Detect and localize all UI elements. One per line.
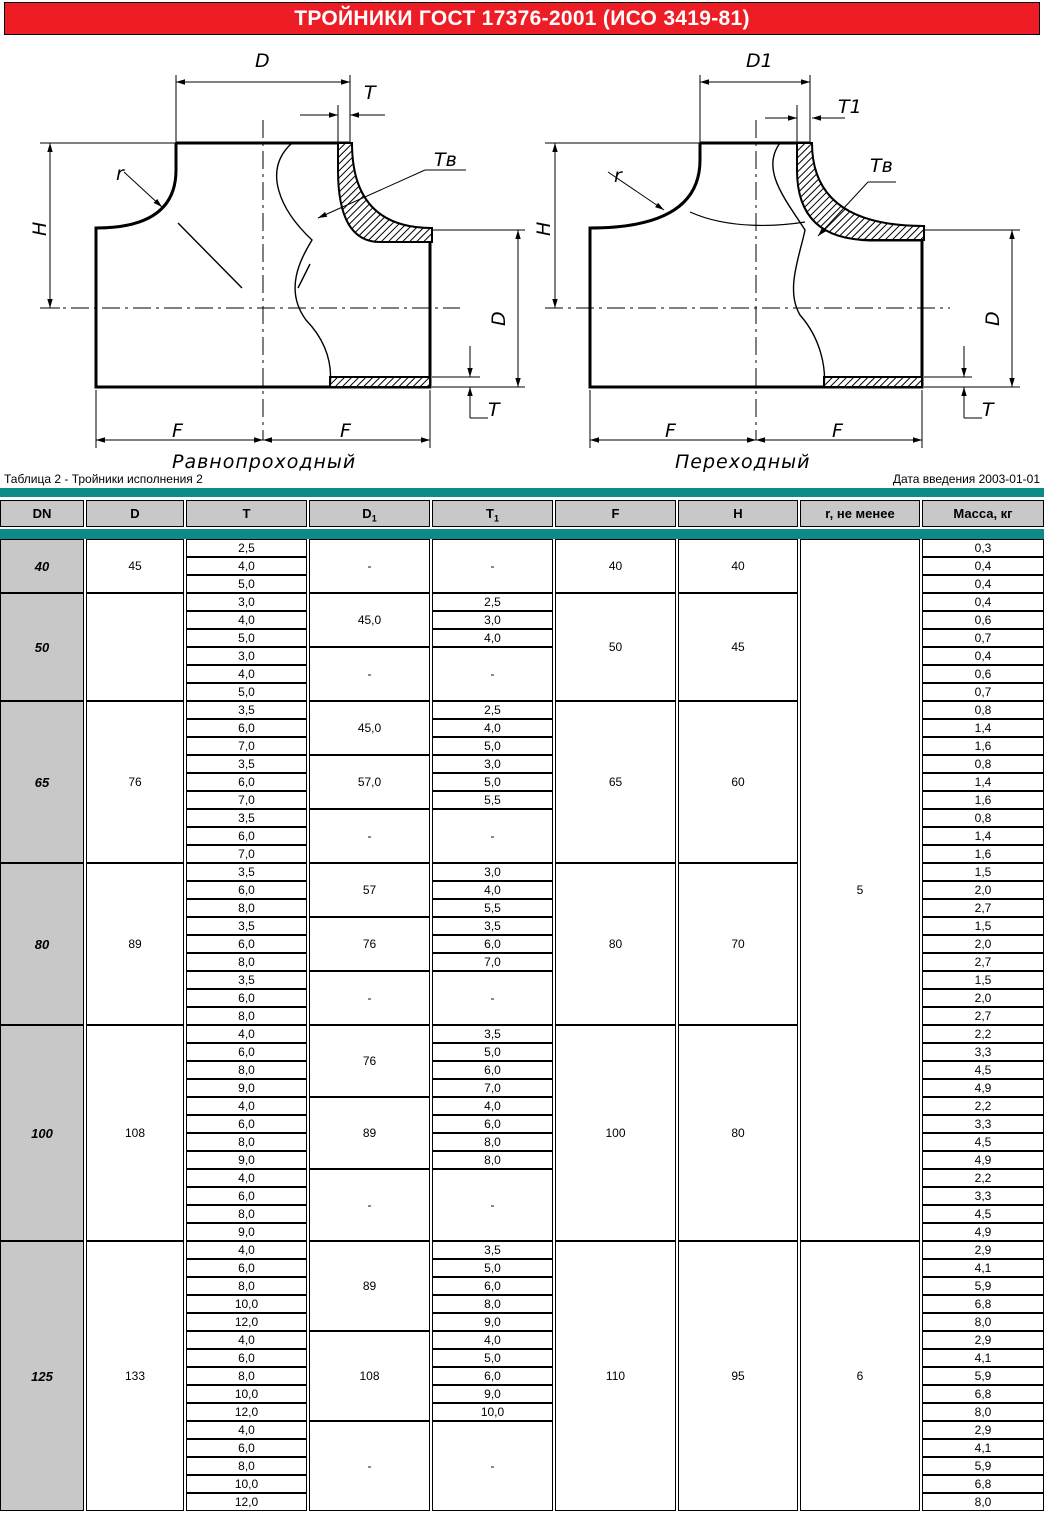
t-cell: 9,0 [186, 1223, 307, 1241]
f-cell: 100 [555, 1025, 676, 1241]
mass-cell: 2,2 [922, 1097, 1044, 1115]
t1-cell: 10,0 [432, 1403, 553, 1421]
mass-cell: 0,4 [922, 593, 1044, 611]
t-cell: 12,0 [186, 1313, 307, 1331]
mass-cell: 0,8 [922, 701, 1044, 719]
t1-cell: 5,0 [432, 737, 553, 755]
mass-cell: 0,7 [922, 683, 1044, 701]
t-cell: 8,0 [186, 1367, 307, 1385]
t-cell: 6,0 [186, 1259, 307, 1277]
d1-cell: 57 [309, 863, 430, 917]
d1-cell: 76 [309, 917, 430, 971]
mass-cell: 4,5 [922, 1133, 1044, 1151]
t-cell: 5,0 [186, 575, 307, 593]
mass-cell: 2,2 [922, 1025, 1044, 1043]
header-t1-main: T [486, 506, 494, 521]
mass-cell: 3,3 [922, 1115, 1044, 1133]
t-cell: 6,0 [186, 773, 307, 791]
intro-date: Дата введения 2003-01-01 [892, 472, 1040, 486]
reducing-tee-bottom-hatch [824, 377, 922, 387]
label-Tb-right: Tв [870, 155, 893, 177]
mass-cell: 6,8 [922, 1385, 1044, 1403]
t-cell: 4,0 [186, 1241, 307, 1259]
t-cell: 6,0 [186, 935, 307, 953]
f-cell: 40 [555, 539, 676, 593]
t-cell: 6,0 [186, 881, 307, 899]
d1-cell: 76 [309, 1025, 430, 1097]
t-cell: 9,0 [186, 1151, 307, 1169]
t1-cell: 4,0 [432, 629, 553, 647]
t-cell: 6,0 [186, 827, 307, 845]
t-cell: 6,0 [186, 989, 307, 1007]
f-cell: 65 [555, 701, 676, 863]
mass-cell: 1,6 [922, 791, 1044, 809]
t-cell: 3,5 [186, 755, 307, 773]
t-cell: 3,5 [186, 809, 307, 827]
t-cell: 4,0 [186, 665, 307, 683]
t-cell: 10,0 [186, 1385, 307, 1403]
t1-cell: 6,0 [432, 1061, 553, 1079]
header-d1 [309, 500, 430, 527]
t-cell: 8,0 [186, 1007, 307, 1025]
reducing-tee-caption: Переходный [675, 451, 811, 473]
t-cell: 3,5 [186, 701, 307, 719]
header-r: r, не менее [800, 500, 920, 527]
d1-cell: - [309, 647, 430, 701]
mass-cell: 2,0 [922, 935, 1044, 953]
t1-cell: 3,5 [432, 1025, 553, 1043]
t-cell: 6,0 [186, 719, 307, 737]
label-D: D [255, 50, 270, 72]
t-cell: 6,0 [186, 1439, 307, 1457]
label-Tb: Tв [434, 149, 457, 171]
d1-cell: 45,0 [309, 701, 430, 755]
mass-cell: 0,4 [922, 647, 1044, 665]
mass-cell: 0,6 [922, 611, 1044, 629]
header-d: D [86, 500, 184, 527]
t1-cell: 6,0 [432, 1115, 553, 1133]
t1-cell: 6,0 [432, 1277, 553, 1295]
label-r: r [116, 163, 124, 185]
equal-tee-bottom-hatch [330, 377, 430, 387]
t1-cell: 8,0 [432, 1151, 553, 1169]
label-D-vertical-right: D [982, 311, 1004, 326]
mass-cell: 0,8 [922, 755, 1044, 773]
t-cell: 3,0 [186, 593, 307, 611]
mass-cell: 4,1 [922, 1439, 1044, 1457]
mass-cell: 4,5 [922, 1061, 1044, 1079]
label-D1: D1 [746, 50, 773, 72]
mass-cell: 4,1 [922, 1259, 1044, 1277]
t-cell: 4,0 [186, 1025, 307, 1043]
dn-cell: 50 [0, 593, 84, 701]
t1-cell: 7,0 [432, 953, 553, 971]
mass-cell: 4,9 [922, 1223, 1044, 1241]
t-cell: 12,0 [186, 1493, 307, 1511]
header-d1-sub: 1 [371, 513, 377, 524]
mass-cell: 5,9 [922, 1457, 1044, 1475]
t1-cell: 3,0 [432, 611, 553, 629]
equal-tee-caption: Равнопроходный [172, 451, 357, 473]
d1-cell: 89 [309, 1241, 430, 1331]
t1-cell: - [432, 647, 553, 701]
t-cell: 8,0 [186, 899, 307, 917]
mass-cell: 8,0 [922, 1313, 1044, 1331]
t1-cell: 4,0 [432, 881, 553, 899]
mass-cell: 0,4 [922, 557, 1044, 575]
mass-cell: 4,1 [922, 1349, 1044, 1367]
t-cell: 5,0 [186, 683, 307, 701]
page-title: ТРОЙНИКИ ГОСТ 17376-2001 (ИСО 3419-81) [4, 2, 1040, 35]
mass-cell: 5,9 [922, 1277, 1044, 1295]
mass-cell: 3,3 [922, 1187, 1044, 1205]
d1-cell: - [309, 809, 430, 863]
tee-drawings [0, 38, 1044, 478]
mass-cell: 0,4 [922, 575, 1044, 593]
mass-cell: 2,7 [922, 953, 1044, 971]
d-cell [86, 593, 184, 701]
t-cell: 6,0 [186, 1187, 307, 1205]
t-cell: 3,5 [186, 917, 307, 935]
dn-cell: 100 [0, 1025, 84, 1241]
r-cell: 5 [800, 539, 920, 1241]
header-t: T [186, 500, 307, 527]
t1-cell: 7,0 [432, 1079, 553, 1097]
equal-tee-wall-hatch [338, 143, 432, 242]
d1-cell: 108 [309, 1331, 430, 1421]
t-cell: 12,0 [186, 1403, 307, 1421]
mass-cell: 2,2 [922, 1169, 1044, 1187]
equal-tee-drawing [40, 75, 525, 448]
d1-cell: 57,0 [309, 755, 430, 809]
t-cell: 4,0 [186, 1331, 307, 1349]
t-cell: 9,0 [186, 1079, 307, 1097]
mass-cell: 2,7 [922, 899, 1044, 917]
t-cell: 2,5 [186, 539, 307, 557]
t-cell: 10,0 [186, 1295, 307, 1313]
h-cell: 60 [678, 701, 798, 863]
t1-cell: 6,0 [432, 1367, 553, 1385]
d-cell: 89 [86, 863, 184, 1025]
t-cell: 10,0 [186, 1475, 307, 1493]
d-cell: 45 [86, 539, 184, 593]
label-H-right: H [533, 221, 555, 236]
mass-cell: 8,0 [922, 1493, 1044, 1511]
mass-cell: 0,7 [922, 629, 1044, 647]
d1-cell: 89 [309, 1097, 430, 1169]
t-cell: 5,0 [186, 629, 307, 647]
label-F-right-right: F [832, 420, 843, 442]
f-cell: 50 [555, 593, 676, 701]
dn-cell: 125 [0, 1241, 84, 1511]
label-F-left: F [172, 420, 183, 442]
t1-cell: 3,5 [432, 1241, 553, 1259]
d-cell: 76 [86, 701, 184, 863]
mass-cell: 1,4 [922, 773, 1044, 791]
header-d1-main: D [362, 506, 372, 521]
mass-cell: 1,6 [922, 737, 1044, 755]
label-F-right: F [340, 420, 351, 442]
t-cell: 6,0 [186, 1349, 307, 1367]
mass-cell: 2,0 [922, 989, 1044, 1007]
header-t1 [432, 500, 553, 527]
label-D-vertical: D [488, 311, 510, 326]
t1-cell: - [432, 971, 553, 1025]
t-cell: 3,5 [186, 971, 307, 989]
t1-cell: 9,0 [432, 1313, 553, 1331]
t-cell: 7,0 [186, 737, 307, 755]
d1-cell: 45,0 [309, 593, 430, 647]
t1-cell: 2,5 [432, 593, 553, 611]
mass-cell: 6,8 [922, 1295, 1044, 1313]
t1-cell: 8,0 [432, 1295, 553, 1313]
t-cell: 8,0 [186, 1277, 307, 1295]
t1-cell: 8,0 [432, 1133, 553, 1151]
mass-cell: 0,3 [922, 539, 1044, 557]
h-cell: 40 [678, 539, 798, 593]
h-cell: 45 [678, 593, 798, 701]
mass-cell: 2,9 [922, 1331, 1044, 1349]
mass-cell: 0,6 [922, 665, 1044, 683]
header-mass: Масса, кг [922, 500, 1044, 527]
mass-cell: 5,9 [922, 1367, 1044, 1385]
t-cell: 8,0 [186, 953, 307, 971]
f-cell: 110 [555, 1241, 676, 1511]
reducing-tee-wall-hatch [797, 143, 924, 240]
mass-cell: 0,8 [922, 809, 1044, 827]
t-cell: 3,0 [186, 647, 307, 665]
mass-cell: 1,6 [922, 845, 1044, 863]
mass-cell: 2,0 [922, 881, 1044, 899]
mass-cell: 1,5 [922, 863, 1044, 881]
header-dn: DN [0, 500, 84, 527]
mass-cell: 6,8 [922, 1475, 1044, 1493]
t-cell: 6,0 [186, 1043, 307, 1061]
h-cell: 95 [678, 1241, 798, 1511]
mass-cell: 3,3 [922, 1043, 1044, 1061]
label-T: T [364, 82, 376, 104]
t1-cell: 3,5 [432, 917, 553, 935]
t1-cell: - [432, 539, 553, 593]
mass-cell: 1,4 [922, 719, 1044, 737]
t1-cell: 5,5 [432, 899, 553, 917]
t1-cell: - [432, 1169, 553, 1241]
t1-cell: 3,0 [432, 755, 553, 773]
header-h: H [678, 500, 798, 527]
mass-cell: 4,9 [922, 1151, 1044, 1169]
label-T1: T1 [838, 96, 862, 118]
reducing-tee-drawing [545, 75, 1020, 448]
t-cell: 8,0 [186, 1457, 307, 1475]
d-cell: 133 [86, 1241, 184, 1511]
d1-cell: - [309, 539, 430, 593]
t-cell: 4,0 [186, 1097, 307, 1115]
t1-cell: 5,0 [432, 1349, 553, 1367]
t-cell: 4,0 [186, 1169, 307, 1187]
t1-cell: 4,0 [432, 1097, 553, 1115]
label-H: H [29, 221, 51, 236]
dn-cell: 65 [0, 701, 84, 863]
label-F-left-right: F [665, 420, 676, 442]
t-cell: 7,0 [186, 791, 307, 809]
mass-cell: 1,4 [922, 827, 1044, 845]
mass-cell: 4,9 [922, 1079, 1044, 1097]
t1-cell: 3,0 [432, 863, 553, 881]
t-cell: 4,0 [186, 1421, 307, 1439]
t1-cell: 4,0 [432, 1331, 553, 1349]
d1-cell: - [309, 971, 430, 1025]
t-cell: 8,0 [186, 1061, 307, 1079]
header-f: F [555, 500, 676, 527]
t1-cell: 6,0 [432, 935, 553, 953]
t-cell: 8,0 [186, 1205, 307, 1223]
table-caption: Таблица 2 - Тройники исполнения 2 [4, 472, 203, 486]
t-cell: 8,0 [186, 1133, 307, 1151]
header-t1-sub: 1 [493, 513, 499, 524]
dn-cell: 40 [0, 539, 84, 593]
f-cell: 80 [555, 863, 676, 1025]
mass-cell: 1,5 [922, 917, 1044, 935]
mass-cell: 8,0 [922, 1403, 1044, 1421]
table-header-band [0, 529, 1044, 539]
h-cell: 70 [678, 863, 798, 1025]
t1-cell: 5,0 [432, 1259, 553, 1277]
t-cell: 6,0 [186, 1115, 307, 1133]
t-cell: 4,0 [186, 557, 307, 575]
t-cell: 7,0 [186, 845, 307, 863]
dn-cell: 80 [0, 863, 84, 1025]
t-cell: 4,0 [186, 611, 307, 629]
t1-cell: 5,0 [432, 773, 553, 791]
mass-cell: 2,7 [922, 1007, 1044, 1025]
t1-cell: 2,5 [432, 701, 553, 719]
t1-cell: 9,0 [432, 1385, 553, 1403]
d1-cell: - [309, 1169, 430, 1241]
table-top-band [0, 488, 1044, 497]
t1-cell: - [432, 809, 553, 863]
mass-cell: 2,9 [922, 1421, 1044, 1439]
t1-cell: 5,0 [432, 1043, 553, 1061]
tees-table [0, 539, 1044, 1514]
r-cell: 6 [800, 1241, 920, 1511]
t1-cell: 5,5 [432, 791, 553, 809]
table-header-row [0, 500, 1044, 527]
label-r-right: r [614, 165, 622, 187]
d-cell: 108 [86, 1025, 184, 1241]
d1-cell: - [309, 1421, 430, 1511]
t-cell: 3,5 [186, 863, 307, 881]
mass-cell: 1,5 [922, 971, 1044, 989]
mass-cell: 4,5 [922, 1205, 1044, 1223]
label-T-bottom: T [488, 399, 500, 421]
h-cell: 80 [678, 1025, 798, 1241]
t1-cell: 4,0 [432, 719, 553, 737]
label-T-bottom-right: T [982, 399, 994, 421]
mass-cell: 2,9 [922, 1241, 1044, 1259]
t1-cell: - [432, 1421, 553, 1511]
